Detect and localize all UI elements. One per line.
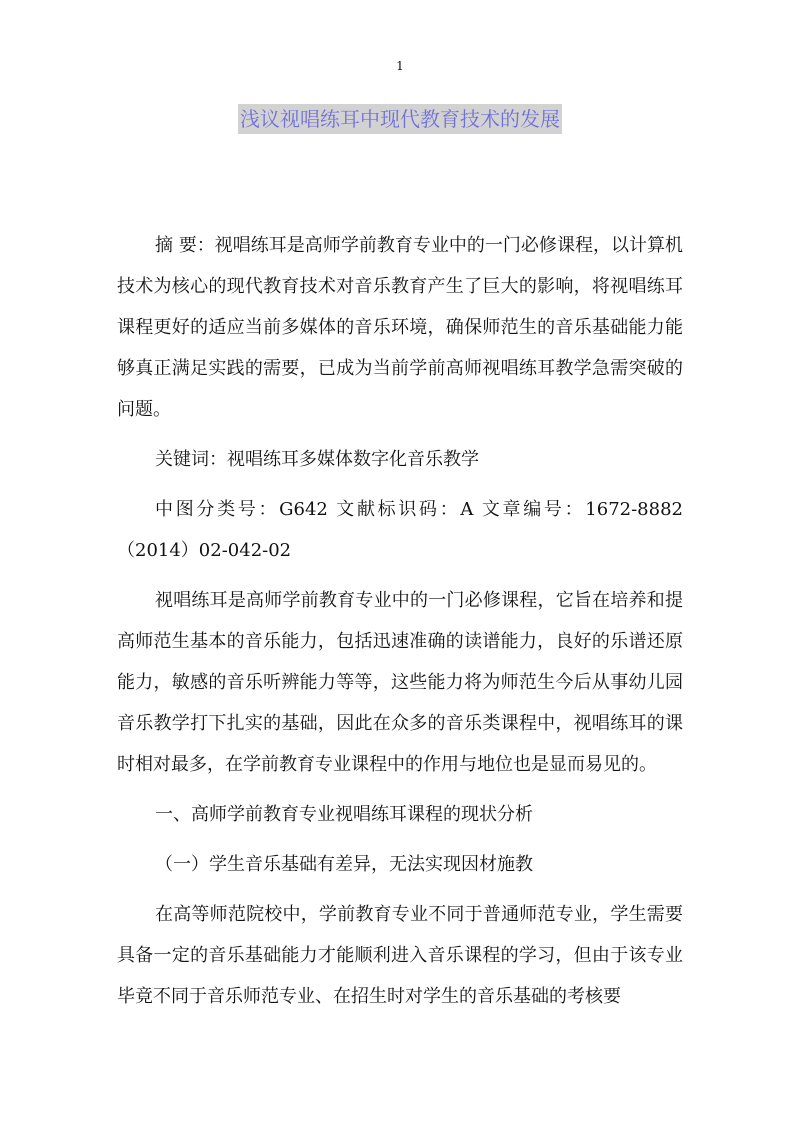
body-paragraph: 在高等师范院校中，学前教育专业不同于普通师范专业，学生需要具备一定的音乐基础能力才能顺利进入音乐课程的学习，但由于该专业毕竟不同于音乐师范专业、在招生时对学生的音乐基础的考核要 [117, 904, 683, 1007]
document-title: 浅议视唱练耳中现代教育技术的发展 [238, 104, 562, 134]
intro-paragraph: 视唱练耳是高师学前教育专业中的一门必修课程，它旨在培养和提高师范生基本的音乐能力，包括迅速准确的读谱能力，良好的乐谱还原能力，敏感的音乐听辨能力等等，这些能力将为师范生今后从事幼儿园音乐教学打下扎实的基础，因此在众多的音乐类课程中，视唱练耳的课时相对最多，在学前教育专业课程中的作用与地位也是显而易见的。 [117, 590, 683, 775]
subsection-heading: （一）学生音乐基础有差异，无法实现因材施教 [155, 854, 533, 875]
classification-paragraph: 中图分类号：G642 文献标识码：A 文章编号：1672-8882（2014）02-042-02 [117, 499, 683, 561]
abstract-paragraph: 摘 要：视唱练耳是高师学前教育专业中的一门必修课程，以计算机技术为核心的现代教育技术对音乐教育产生了巨大的影响，将视唱练耳课程更好的适应当前多媒体的音乐环境，确保师范生的音乐基础能力能够真正满足实践的需要，已成为当前学前高师视唱练耳教学急需突破的问题。 [117, 235, 683, 420]
title-container [0, 104, 800, 134]
keywords-paragraph: 关键词：视唱练耳多媒体数字化音乐教学 [155, 449, 479, 470]
page-number: 1 [396, 59, 404, 73]
section-heading: 一、高师学前教育专业视唱练耳课程的现状分析 [155, 804, 533, 825]
document-body [117, 225, 683, 1026]
